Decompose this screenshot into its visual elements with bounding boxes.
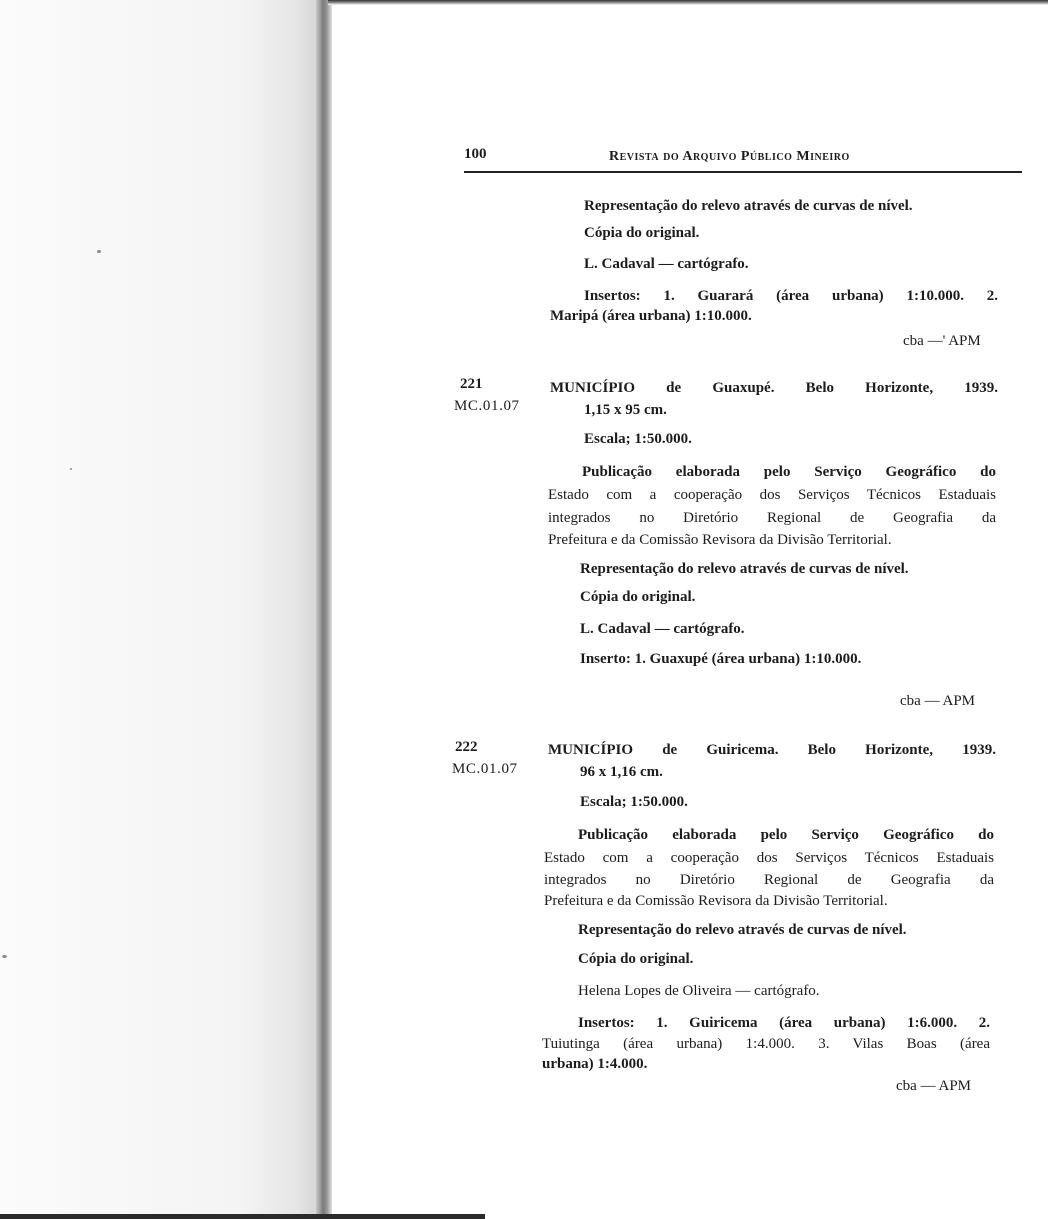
relief-note: Representação do relevo através de curvas de nível. bbox=[584, 198, 913, 214]
publication-line-1: Publicação elaborada pelo Serviço Geográfico do bbox=[578, 827, 994, 843]
publication-line-2: Estado com a cooperação dos Serviços Técnicos Estaduais bbox=[548, 487, 996, 503]
left-page-margin bbox=[0, 0, 322, 1219]
entry-size: 1,15 x 95 cm. bbox=[584, 402, 667, 418]
insets-line-2: Tuiutinga (área urbana) 1:4.000. 3. Vilas Boas (área bbox=[542, 1036, 990, 1052]
page-number: 100 bbox=[464, 146, 487, 162]
header-rule bbox=[464, 171, 1022, 173]
copy-note: Cópia do original. bbox=[584, 225, 700, 241]
document-page bbox=[420, 0, 1020, 1219]
source-note: cba — APM bbox=[900, 693, 975, 709]
publication-line-4: Prefeitura e da Comissão Revisora da Divisão Territorial. bbox=[544, 893, 888, 909]
publication-line-1: Publicação elaborada pelo Serviço Geográfico do bbox=[582, 464, 996, 480]
publication-line-3: integrados no Diretório Regional de Geografia da bbox=[548, 510, 996, 526]
entry-size: 96 x 1,16 cm. bbox=[580, 764, 663, 780]
scan-speck bbox=[2, 955, 7, 958]
source-note: cba — APM bbox=[896, 1078, 971, 1094]
publication-line-4: Prefeitura e da Comissão Revisora da Divisão Territorial. bbox=[548, 532, 892, 548]
insets-line-1: Insertos: 1. Guiricema (área urbana) 1:6.000. 2. bbox=[578, 1015, 990, 1031]
journal-title: Revista do Arquivo Público Mineiro bbox=[609, 149, 850, 164]
publication-line-3: integrados no Diretório Regional de Geografia da bbox=[544, 872, 994, 888]
insets-line-1: Insertos: 1. Guarará (área urbana) 1:10.000. 2. bbox=[584, 288, 998, 304]
relief-note: Representação do relevo através de curvas de nível. bbox=[578, 922, 907, 938]
cartographer-note: Helena Lopes de Oliveira — cartógrafo. bbox=[578, 983, 820, 999]
insets-line-1: Inserto: 1. Guaxupé (área urbana) 1:10.000. bbox=[580, 651, 862, 667]
entry-number: 221 bbox=[460, 376, 483, 392]
scan-speck bbox=[70, 468, 72, 470]
copy-note: Cópia do original. bbox=[580, 589, 696, 605]
entry-title-line: MUNICÍPIO de Guiricema. Belo Horizonte, 1939. bbox=[548, 742, 996, 758]
bottom-edge-rule bbox=[0, 1214, 485, 1219]
relief-note: Representação do relevo através de curvas de nível. bbox=[580, 561, 909, 577]
book-spine-shadow bbox=[316, 0, 332, 1219]
cartographer-note: L. Cadaval — cartógrafo. bbox=[580, 621, 745, 637]
entry-code: MC.01.07 bbox=[454, 398, 520, 414]
copy-note: Cópia do original. bbox=[578, 951, 694, 967]
publication-line-2: Estado com a cooperação dos Serviços Técnicos Estaduais bbox=[544, 850, 994, 866]
insets-line-3: urbana) 1:4.000. bbox=[542, 1056, 648, 1072]
entry-scale: Escala; 1:50.000. bbox=[580, 794, 688, 810]
scan-speck bbox=[97, 250, 101, 253]
insets-line-2: Maripá (área urbana) 1:10.000. bbox=[550, 308, 752, 324]
cartographer-note: L. Cadaval — cartógrafo. bbox=[584, 256, 749, 272]
entry-code: MC.01.07 bbox=[452, 761, 518, 777]
source-note: cba —' APM bbox=[903, 333, 981, 349]
entry-title-line: MUNICÍPIO de Guaxupé. Belo Horizonte, 1939. bbox=[550, 380, 998, 396]
entry-scale: Escala; 1:50.000. bbox=[584, 431, 692, 447]
entry-number: 222 bbox=[455, 739, 478, 755]
